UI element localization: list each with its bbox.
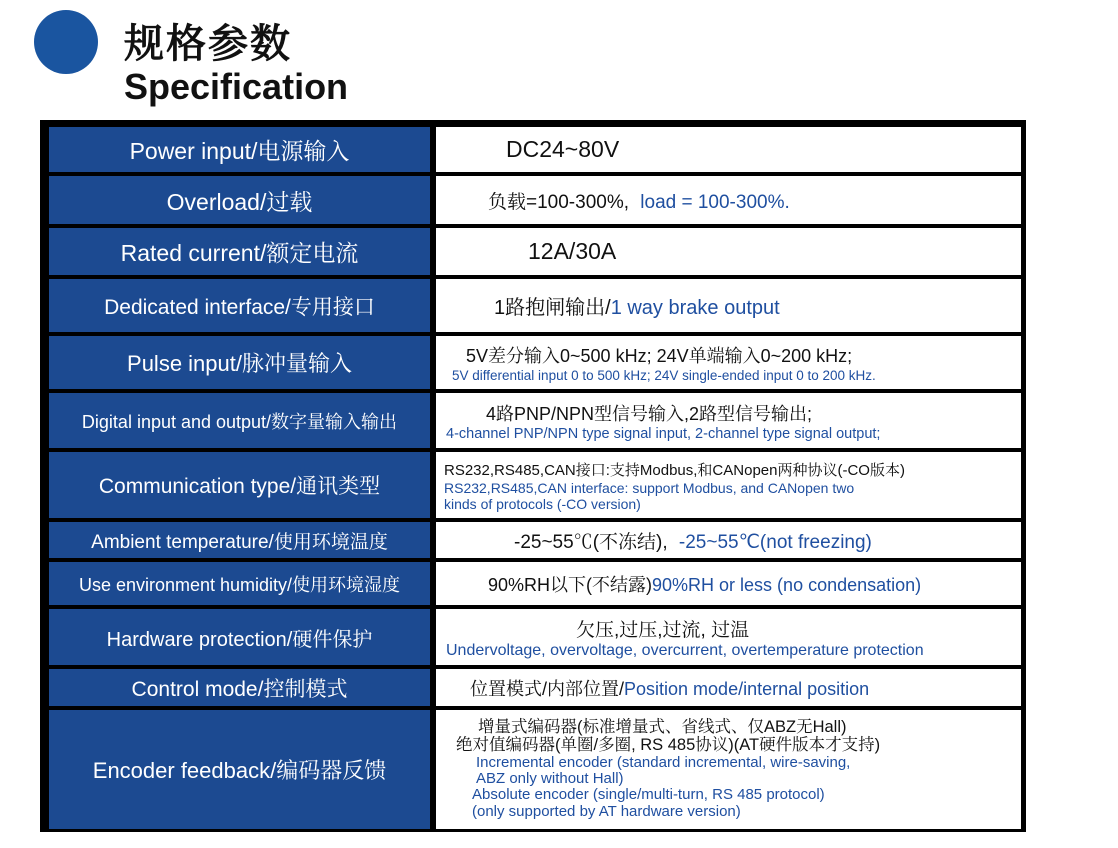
spec-label: Encoder feedback/编码器反馈: [49, 710, 430, 829]
value-text-zh: 位置模式/内部位置/: [470, 678, 625, 699]
value-text-en: (only supported by AT hardware version): [472, 802, 741, 820]
spec-label: Dedicated interface/专用接口: [49, 279, 430, 332]
value-text-en: load = 100-300%.: [640, 191, 790, 213]
value-text-zh: 4路PNP/NPN型信号输入,2路型信号输出;: [486, 403, 813, 424]
value-text-en: Position mode/internal position: [624, 678, 870, 699]
spec-row-ambient-temperature: [43, 522, 1023, 558]
value-text: DC24~80V: [506, 136, 620, 162]
spec-label: Communication type/通讯类型: [49, 452, 430, 518]
spec-label: Overload/过载: [49, 176, 430, 224]
value-text-zh: 90%RH以下(不结露): [488, 574, 653, 595]
value-text-en: Absolute encoder (single/multi-turn, RS 485 protocol): [472, 786, 825, 804]
spec-row-communication: [43, 452, 1023, 518]
spec-row-dedicated-interface: [43, 279, 1023, 332]
value-text-en: ABZ only without Hall): [476, 770, 624, 788]
value-text-zh: 1路抱闸输出/: [494, 297, 611, 319]
spec-value: [436, 336, 1021, 389]
value-text-zh: 欠压,过压,过流, 过温: [576, 619, 750, 641]
value-text-zh: RS232,RS485,CAN接口:支持Modbus,和CANopen两种协议(-CO版本): [444, 461, 905, 479]
spec-value: [436, 609, 1021, 665]
spec-value: [436, 452, 1021, 518]
spec-row-power-input: [43, 127, 1023, 172]
spec-value: [436, 127, 1021, 172]
spec-value: [436, 522, 1021, 558]
spec-value: [436, 176, 1021, 224]
value-text: 12A/30A: [528, 238, 617, 264]
spec-row-encoder-feedback: [43, 710, 1023, 829]
header-dot-icon: [34, 10, 98, 74]
spec-row-humidity: [43, 562, 1023, 605]
value-text-en: 5V differential input 0 to 500 kHz; 24V single-ended input 0 to 200 kHz.: [452, 368, 876, 383]
value-text-en: Undervoltage, overvoltage, overcurrent, overtemperature protection: [446, 641, 924, 659]
spec-row-pulse-input: [43, 336, 1023, 389]
value-text-en: kinds of protocols (-CO version): [444, 495, 641, 512]
spec-value: [436, 710, 1021, 829]
spec-label: Power input/电源输入: [49, 127, 430, 172]
value-text-zh: -25~55℃(不冻结),: [514, 531, 668, 553]
spec-value: [436, 279, 1021, 332]
spec-label: Hardware protection/硬件保护: [49, 609, 430, 665]
page-header: [0, 0, 1118, 118]
value-text-zh: 增量式编码器(标准增量式、省线式、仅ABZ无Hall): [478, 718, 847, 737]
spec-label: Ambient temperature/使用环境温度: [49, 522, 430, 558]
value-text-zh: 绝对值编码器(单圈/多圈, RS 485协议)(AT硬件版本才支持): [456, 736, 881, 755]
spec-row-hardware-protection: [43, 609, 1023, 665]
spec-label: Pulse input/脉冲量输入: [49, 336, 430, 389]
spec-table: [40, 120, 1026, 832]
spec-value: [436, 669, 1021, 706]
spec-label: Use environment humidity/使用环境湿度: [49, 562, 430, 605]
value-text-en: 90%RH or less (no condensation): [652, 574, 922, 595]
spec-row-overload: [43, 176, 1023, 224]
value-text-en: RS232,RS485,CAN interface: support Modbus, and CANopen two: [444, 479, 855, 496]
value-text-zh: 负载=100-300%,: [488, 191, 629, 213]
value-text-en: Incremental encoder (standard incremental, wire-saving,: [476, 753, 851, 771]
spec-row-control-mode: [43, 669, 1023, 706]
spec-value: [436, 562, 1021, 605]
spec-label: Control mode/控制模式: [49, 669, 430, 706]
spec-value: [436, 228, 1021, 275]
spec-row-digital-io: [43, 393, 1023, 448]
page-title-zh: 规格参数: [124, 21, 292, 67]
page-title-en: Specification: [124, 66, 349, 107]
value-text-en: 1 way brake output: [610, 297, 780, 319]
spec-value: [436, 393, 1021, 448]
spec-row-rated-current: [43, 228, 1023, 275]
spec-label: Digital input and output/数字量输入输出: [49, 393, 430, 448]
value-text-zh: 5V差分输入0~500 kHz; 24V单端输入0~200 kHz;: [466, 346, 853, 366]
value-text-en: -25~55℃(not freezing): [678, 531, 872, 553]
spec-label: Rated current/额定电流: [49, 228, 430, 275]
value-text-en: 4-channel PNP/NPN type signal input, 2-channel type signal output;: [446, 425, 881, 442]
